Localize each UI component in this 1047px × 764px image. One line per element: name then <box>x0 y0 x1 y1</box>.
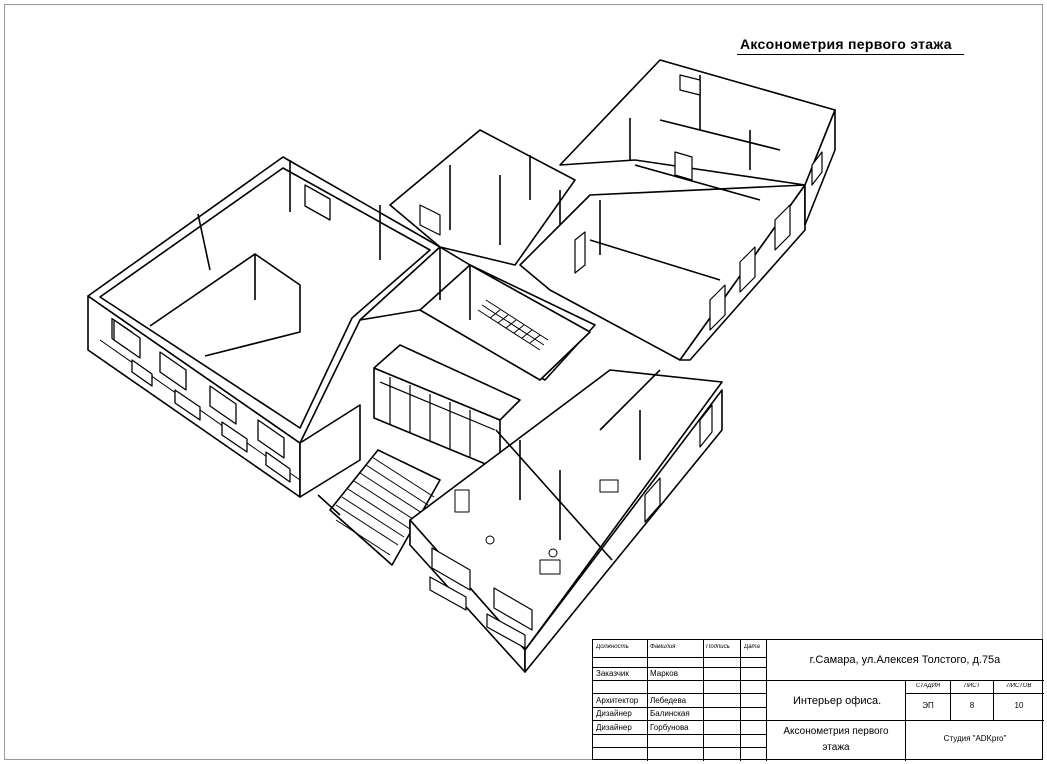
row-name: Горбунова <box>650 723 689 732</box>
sheet-label: ЛИСТ <box>963 683 981 689</box>
row-name: Балинская <box>650 709 690 718</box>
header-surname: Фамилия <box>650 644 676 650</box>
row-role: Заказчик <box>596 669 629 678</box>
project-name: Интерьер офиса. <box>793 695 882 707</box>
row-role: Дизайнер <box>596 723 632 732</box>
sheet-value: 8 <box>969 701 975 710</box>
row-role: Дизайнер <box>596 709 632 718</box>
sheets-value: 10 <box>1014 701 1024 710</box>
entrance-hall <box>374 345 520 470</box>
studio-name: Студия "ADKpro" <box>943 734 1007 743</box>
title-block <box>592 639 1043 760</box>
project-address: г.Самара, ул.Алексея Толстого, д.75а <box>809 654 1001 666</box>
left-wing <box>88 157 440 497</box>
drawing-title: Аксонометрия первого этажа <box>740 36 952 52</box>
row-name: Лебедева <box>650 696 687 705</box>
stage-value: ЭП <box>922 701 934 710</box>
sheet-title: Аксонометрия первого этажа <box>783 726 889 753</box>
header-position: Должность <box>596 644 629 650</box>
header-signature: Подпись <box>706 644 730 650</box>
sheets-label: ЛИСТОВ <box>1006 683 1032 689</box>
row-name: Марков <box>650 669 678 678</box>
row-role: Архитектор <box>596 696 639 705</box>
stage-label: СТАДИЯ <box>915 683 941 689</box>
header-date: Дата <box>744 644 760 650</box>
